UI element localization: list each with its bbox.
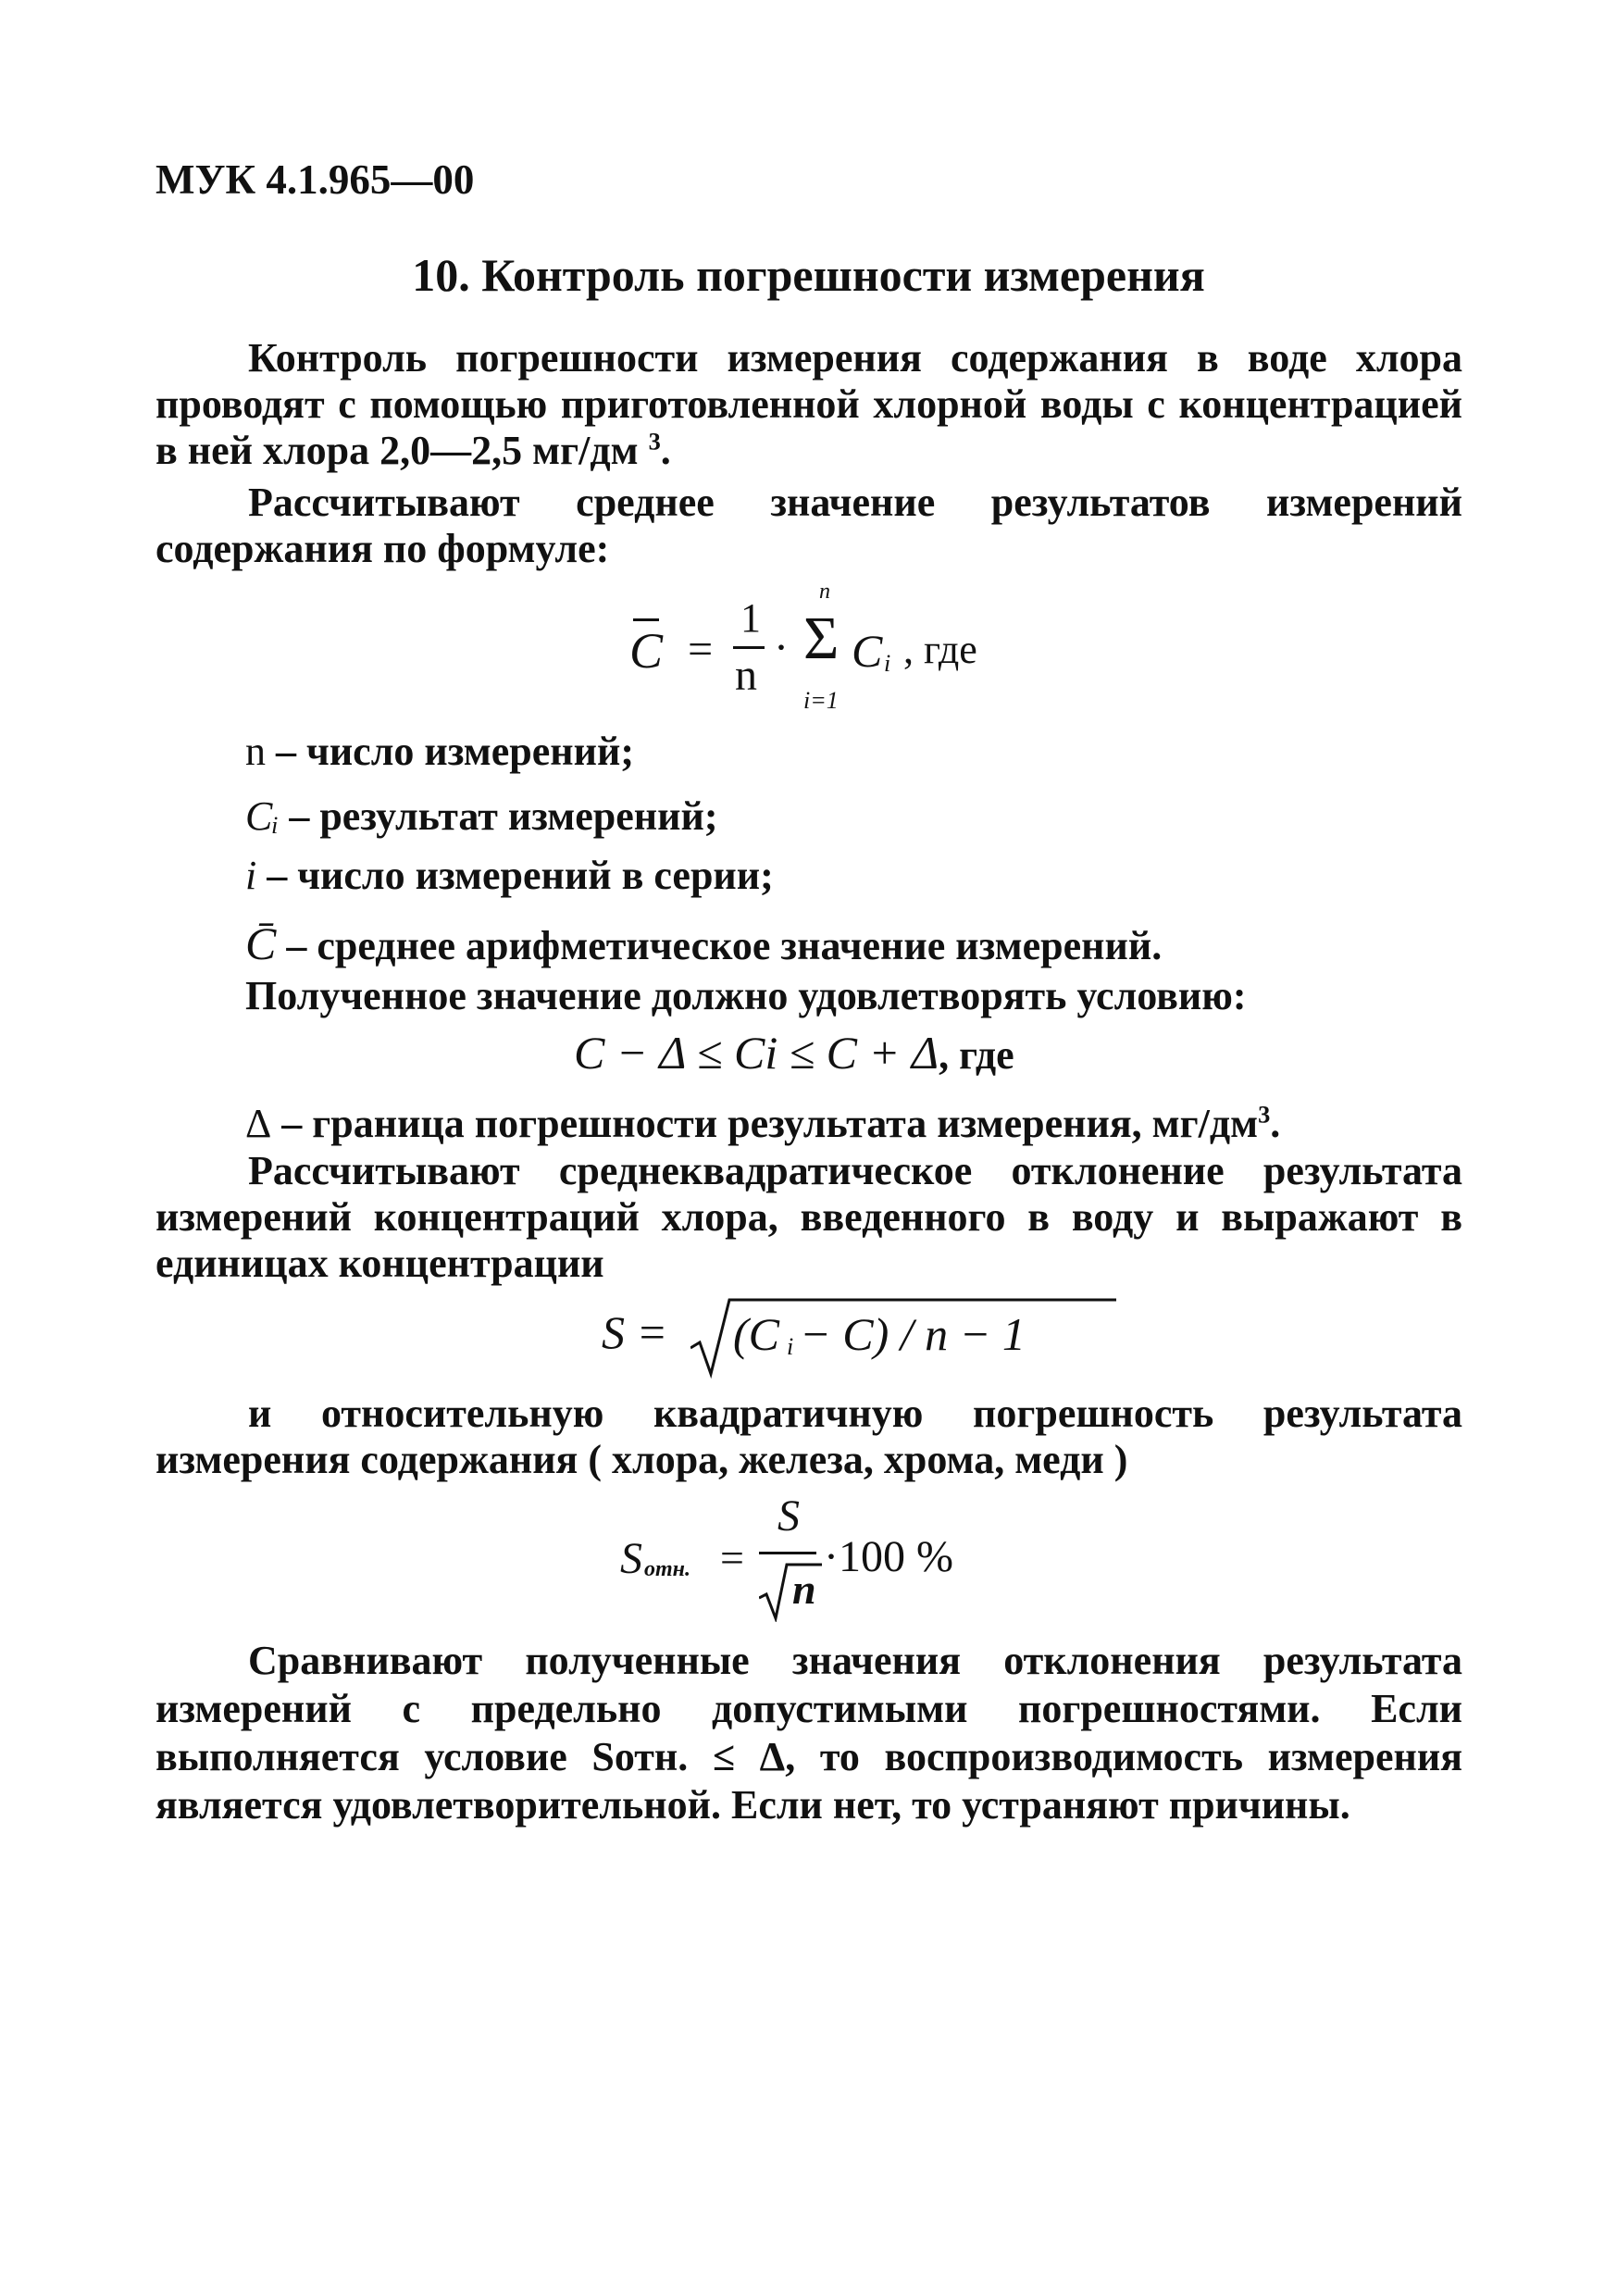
formula-mean: [620, 580, 1083, 731]
paragraph-intro-end: .: [660, 428, 671, 473]
paragraph-conclusion: Сравнивают полученные значения отклонения результата измерений с предельно допустимыми погрешностями. Если выполняется условие Sотн. ≤ Δ, то воспроизводимость измерения является удовлетворительной. Если нет, то устраняют причины.: [155, 1638, 1462, 1828]
fraction-denominator: n: [735, 651, 757, 700]
formula-relative-error: S отн. = S n ·100 %: [620, 1491, 1083, 1629]
paragraph-intro-text: Контроль погрешности измерения содержания в воде хлора проводят с помощью приготовленной хлорной воды с концентрацией в ней хлора 2,0—2,5 мг/дм: [155, 335, 1462, 473]
formula-mean-lhs: C: [629, 622, 663, 680]
sum-term-subscript: i: [884, 650, 891, 677]
multiply-dot: ·: [774, 623, 789, 672]
formula-std-deviation: S = (C i − C) / n − 1: [602, 1296, 1064, 1379]
paragraph-condition-intro: Полученное значение должно удовлетворять условию:: [245, 973, 1247, 1018]
fraction-numerator: 1: [740, 595, 761, 641]
paragraph-std-deviation: Рассчитывают среднеквадратическое отклонение результата измерений концентраций хлора, введенного в воду и выражают в единицах концентрации: [155, 1148, 1462, 1286]
formula-condition: C − Δ ≤ Ci ≤ C + Δ, где: [574, 1027, 1014, 1079]
section-title: 10. Контроль погрешности измерения: [412, 249, 1205, 301]
definition-i: i – число измерений в серии;: [245, 853, 774, 898]
paragraph-relative-error: и относительную квадратичную погрешность результата измерения содержания ( хлора, железа, хрома, меди ): [155, 1391, 1462, 1482]
paragraph-mean-formula-intro: Рассчитывают среднее значение результатов измерений содержания по формуле:: [155, 480, 1462, 571]
fraction-line: [733, 646, 765, 649]
sigma-symbol: Σ: [803, 605, 840, 672]
sum-term: C: [852, 625, 883, 677]
document-code: МУК 4.1.965—00: [155, 156, 475, 203]
unit-superscript: 3: [648, 427, 661, 455]
formula-mean-suffix: , где: [903, 627, 977, 672]
definition-ci: Cᵢ – результат измерений;: [245, 793, 718, 839]
definition-mean: C̄ – среднее арифметическое значение измерений.: [245, 917, 1163, 969]
fraction-line: [759, 1552, 816, 1554]
definition-delta: Δ – граница погрешности результата измерения, $мг/дм^3$.: [245, 1100, 1281, 1146]
sum-lower-limit: i=1: [803, 687, 839, 714]
paragraph-intro: [155, 335, 1462, 474]
mean-bar: [633, 618, 659, 621]
sum-upper-limit: n: [819, 580, 830, 604]
definition-n: n – число измерений;: [245, 729, 634, 774]
formula-mean-eq: =: [685, 625, 715, 674]
